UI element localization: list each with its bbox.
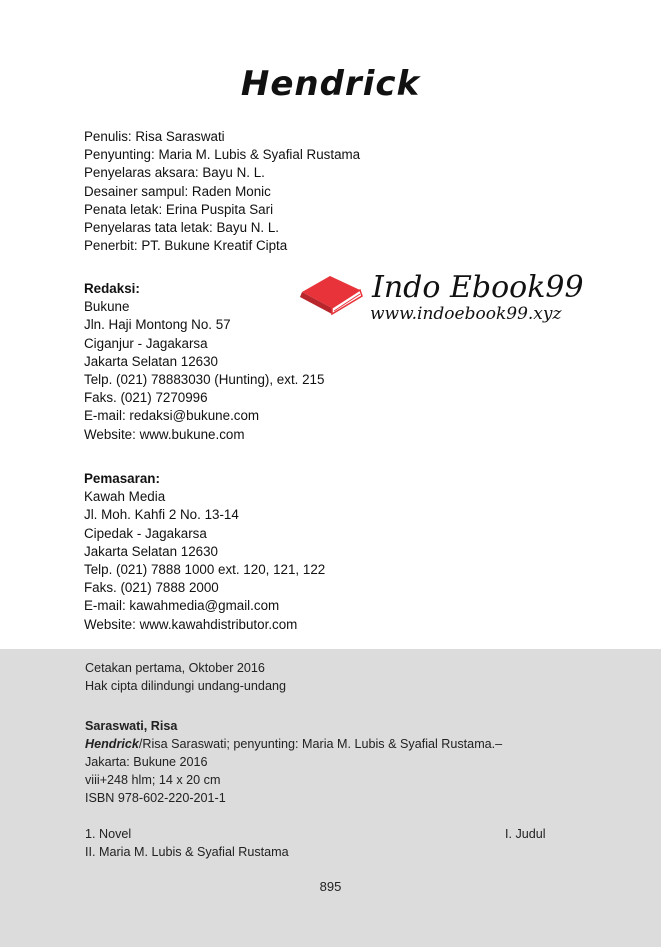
printing-info [85,659,286,695]
catalog-title-line [85,735,502,753]
catalog-title: Hendrick [85,737,139,751]
watermark-logo [298,270,598,330]
pemasaran-line: E-mail: kawahmedia@gmail.com [84,598,280,614]
redaksi-line: Jakarta Selatan 12630 [84,353,219,369]
edition-text: Cetakan pertama, Oktober 2016 [85,661,265,675]
catalog-entry [85,717,502,807]
credit-line: Penata letak: Erina Puspita Sari [84,201,274,217]
pemasaran-block [84,470,325,634]
pemasaran-line: Cipedak - Jagakarsa [84,525,207,541]
pemasaran-line: Kawah Media [84,489,166,505]
subject-novel: 1. Novel [85,827,132,841]
credit-line: Penulis: Risa Saraswati [84,129,225,144]
red-book-icon [298,272,364,316]
credit-line: Desainer sampul: Raden Monic [84,183,271,199]
subject-editors: II. Maria M. Lubis & Syafial Rustama [85,845,289,859]
redaksi-block [84,280,324,444]
pemasaran-line: Faks. (021) 7888 2000 [84,580,219,596]
credit-line: Penyelaras tata letak: Bayu N. L. [84,220,280,236]
catalog-isbn: ISBN 978-602-220-201-1 [85,791,226,805]
redaksi-line: Faks. (021) 7270996 [84,390,208,406]
catalog-subjects [85,825,289,861]
redaksi-line: Ciganjur - Jagakarsa [84,335,208,351]
pemasaran-line: Jakarta Selatan 12630 [84,543,219,559]
pemasaran-line: Jl. Moh. Kahfi 2 No. 13-14 [84,507,239,523]
credit-line: Penyelaras aksara: Bayu N. L. [84,165,265,181]
credits-block [84,128,360,255]
redaksi-line: Jln. Haji Montong No. 57 [84,317,231,333]
pemasaran-heading: Pemasaran: [84,471,160,486]
credit-line: Penerbit: PT. Bukune Kreatif Cipta [84,238,288,254]
redaksi-heading: Redaksi: [84,281,140,296]
catalog-title-rest: /Risa Saraswati; penyunting: Maria M. Lubis & Syafial Rustama.– [138,737,503,751]
catalog-publisher: Jakarta: Bukune 2016 [85,755,208,769]
credit-line: Penyunting: Maria M. Lubis & Syafial Rustama [84,147,361,163]
pemasaran-line: Website: www.kawahdistributor.com [84,616,298,632]
redaksi-line: Telp. (021) 78883030 (Hunting), ext. 215 [84,372,325,388]
redaksi-line: Bukune [84,299,130,315]
watermark-name: Indo Ebook99 [372,270,584,305]
book-title: Hendrick [240,64,421,104]
catalog-pages: viii+248 hlm; 14 x 20 cm [85,773,221,787]
redaksi-line: Website: www.bukune.com [84,426,245,442]
subject-judul: I. Judul [505,827,546,841]
watermark-url: www.indoebook99.xyz [370,304,562,324]
page-number: 895 [319,879,342,894]
pemasaran-line: Telp. (021) 7888 1000 ext. 120, 121, 122 [84,562,326,578]
catalog-author: Saraswati, Risa [85,719,178,733]
redaksi-line: E-mail: redaksi@bukune.com [84,408,260,424]
copyright-text: Hak cipta dilindungi undang-undang [85,679,286,693]
